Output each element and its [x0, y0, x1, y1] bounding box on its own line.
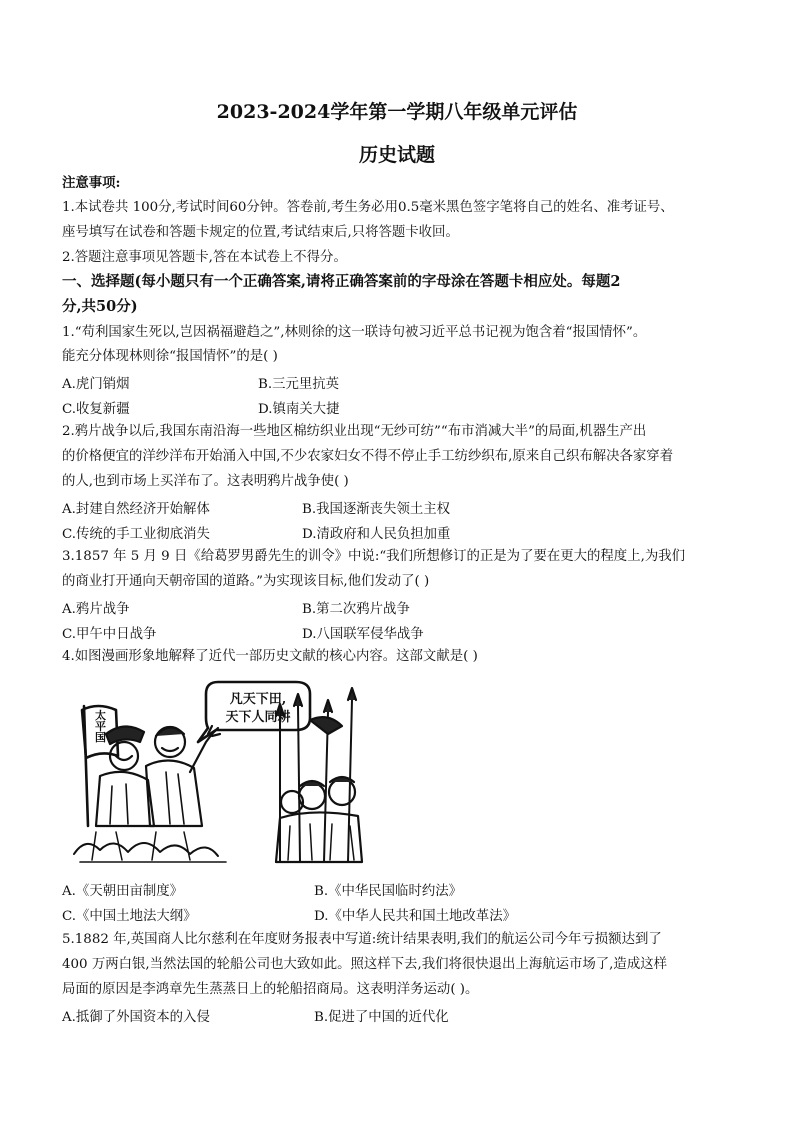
question-5-text: 局面的原因是李鸿章先生蒸蒸日上的轮船招商局。这表明洋务运动( )。	[62, 982, 479, 997]
option-d[interactable]: D.八国联军侵华战争	[302, 627, 424, 642]
question-2-text: 的价格便宜的洋纱洋布开始涌入中国,不少农家妇女不得不停止手工纺纱织布,原来自己织布解决各家穿着	[62, 449, 674, 464]
subject-title: 历史试题	[358, 144, 435, 166]
option-d[interactable]: D.《中华人民共和国土地改革法》	[314, 909, 516, 924]
option-a[interactable]: A.虎门销烟	[62, 377, 130, 392]
option-c[interactable]: C.甲午中日战争	[62, 627, 157, 642]
question-4-text: 4.如图漫画形象地解释了近代一部历史文献的核心内容。这部文献是( )	[62, 649, 478, 664]
option-a[interactable]: A.《天朝田亩制度》	[62, 884, 184, 899]
option-d[interactable]: D.镇南关大捷	[258, 402, 340, 417]
notice-line: 座号填写在试卷和答题卡规定的位置,考试结束后,只将答题卡收回。	[62, 225, 459, 240]
notice-line: 1.本试卷共 100分,考试时间60分钟。答卷前,考生务必用0.5毫米黑色签字笔将自己的姓名、准考证号、	[62, 200, 674, 215]
question-3-text: 3.1857 年 5 月 9 日《给葛罗男爵先生的训令》中说:“我们所想修订的正是为了要在更大的程度上,为我们	[62, 549, 686, 564]
cartoon-image	[66, 676, 378, 866]
option-a[interactable]: A.抵御了外国资本的入侵	[62, 1010, 210, 1025]
option-b[interactable]: B.我国逐渐丧失领土主权	[302, 502, 451, 517]
question-5-text: 400 万两白银,当然法国的轮船公司也大致如此。照这样下去,我们将很快退出上海航运市场了,造成这样	[62, 957, 667, 972]
option-c[interactable]: C.收复新疆	[62, 402, 130, 417]
option-d[interactable]: D.清政府和人民负担加重	[302, 527, 451, 542]
option-c[interactable]: C.传统的手工业彻底消失	[62, 527, 210, 542]
option-c[interactable]: C.《中国土地法大纲》	[62, 909, 197, 924]
option-b[interactable]: B.《中华民国临时约法》	[314, 884, 463, 899]
cartoon-bubble-text: 天下人同耕	[225, 710, 291, 725]
question-3-text: 的商业打开通向天朝帝国的道路。”为实现该目标,他们发动了( )	[62, 574, 430, 589]
notice-heading: 注意事项:	[62, 175, 121, 191]
cartoon-bubble-text: 凡天下田,	[229, 692, 287, 707]
question-2-text: 的人,也到市场上买洋布了。这表明鸦片战争使( )	[62, 474, 349, 489]
exam-title: 2023-2024学年第一学期八年级单元评估	[216, 101, 578, 123]
option-b[interactable]: B.三元里抗英	[258, 377, 340, 392]
cartoon-banner-text: 太平国	[93, 709, 107, 743]
option-a[interactable]: A.鸦片战争	[62, 602, 130, 617]
section-heading: 分,共50分)	[62, 298, 138, 315]
section-heading: 一、选择题(每小题只有一个正确答案,请将正确答案前的字母涂在答题卡相应处。每题2	[62, 273, 621, 290]
option-b[interactable]: B.促进了中国的近代化	[314, 1010, 449, 1025]
question-2-text: 2.鸦片战争以后,我国东南沿海一些地区棉纺织业出现“无纱可纺”“布市消减大半”的局面,机器生产出	[62, 424, 647, 439]
question-1-text: 1.“苟利国家生死以,岂因祸福避趋之”,林则徐的这一联诗句被习近平总书记视为饱含着“报国情怀”。	[62, 325, 647, 340]
option-a[interactable]: A.封建自然经济开始解体	[62, 502, 210, 517]
question-1-text: 能充分体现林则徐“报国情怀”的是( )	[62, 349, 278, 364]
notice-line: 2.答题注意事项见答题卡,答在本试卷上不得分。	[62, 250, 347, 265]
question-5-text: 5.1882 年,英国商人比尔慈利在年度财务报表中写道:统计结果表明,我们的航运公司今年亏损额达到了	[62, 932, 662, 947]
option-b[interactable]: B.第二次鸦片战争	[302, 602, 410, 617]
